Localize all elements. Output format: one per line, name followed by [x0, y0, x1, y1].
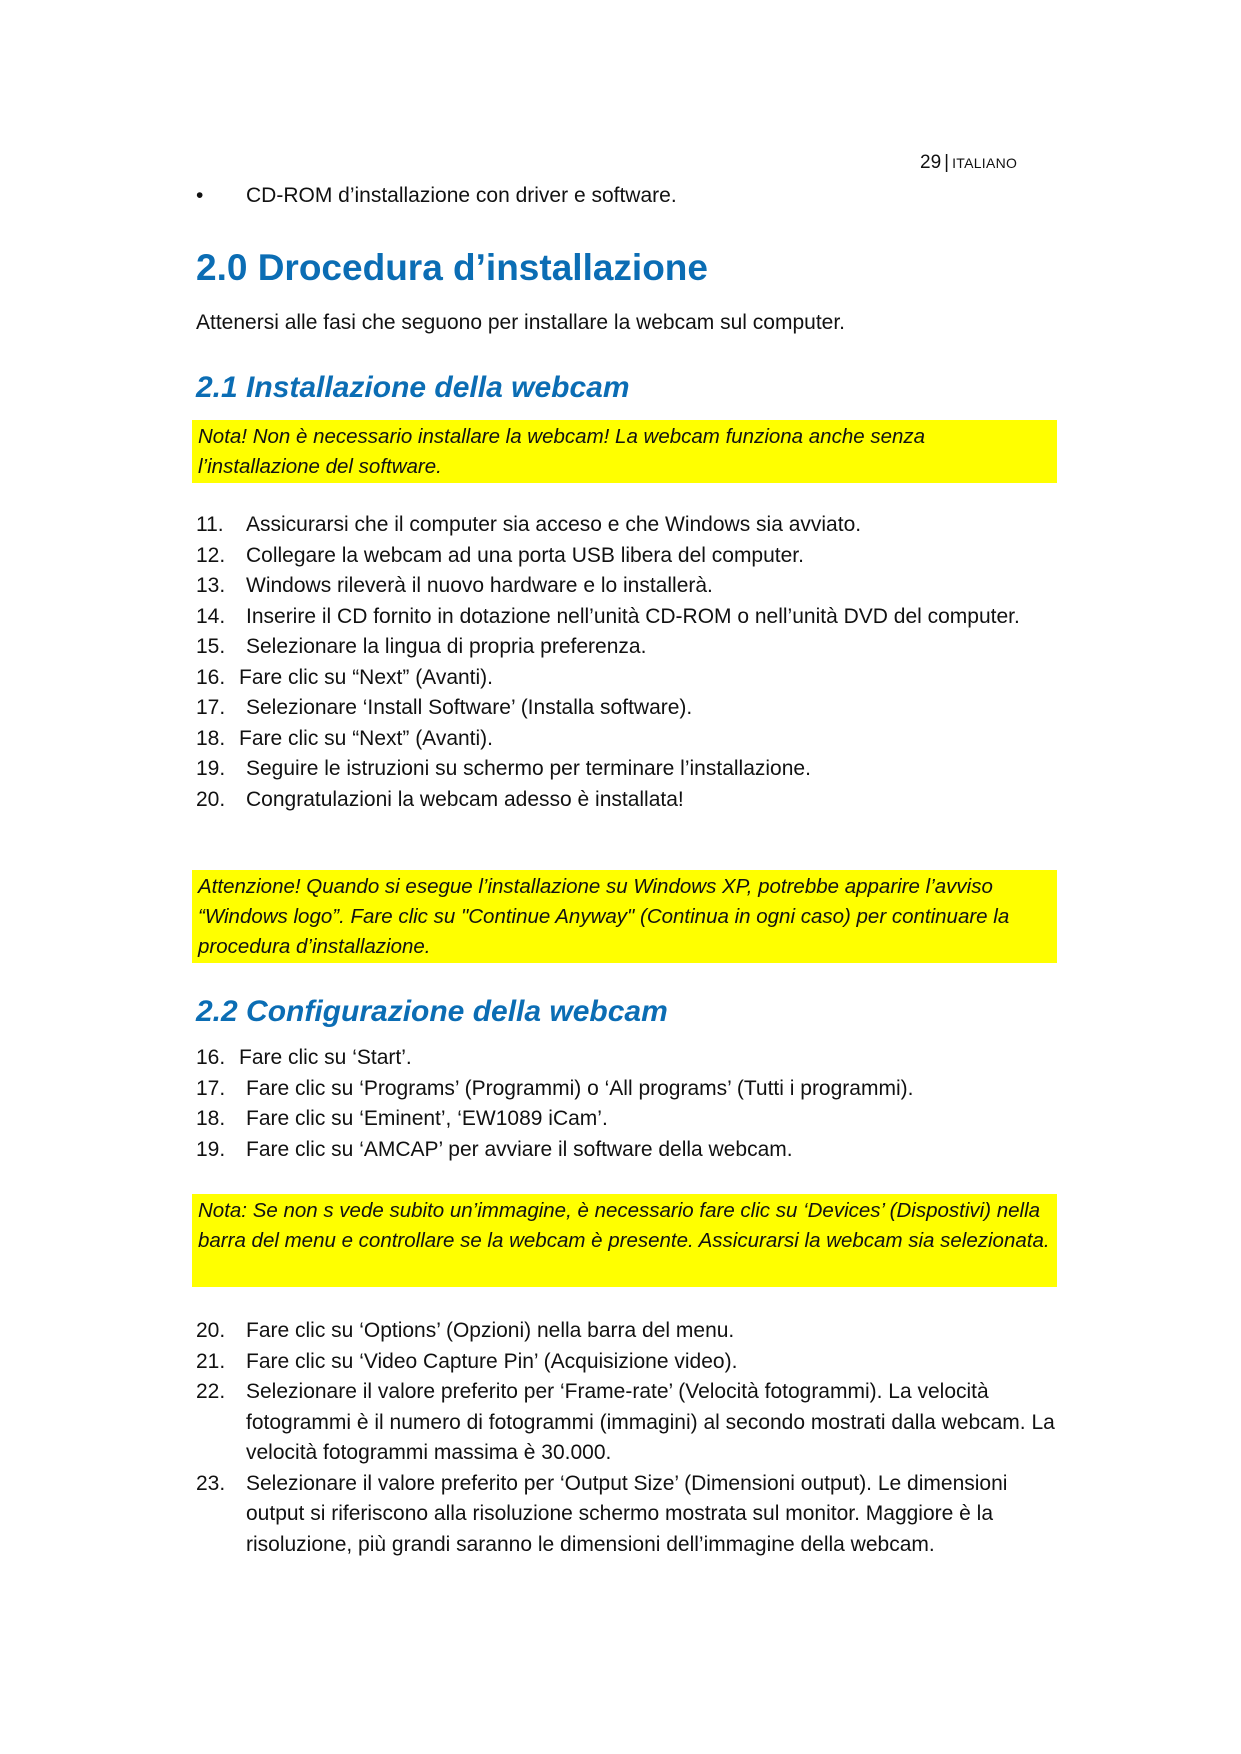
subsection-title-webcam-installation: 2.1 Installazione della webcam	[196, 371, 630, 404]
list-item	[196, 693, 1066, 724]
bullet-item	[196, 184, 677, 208]
step-number: 17.	[196, 1076, 226, 1100]
step-text: Inserire il CD fornito in dotazione nell’unità CD-ROM o nell’unità DVD del computer.	[246, 604, 1020, 628]
step-text: Selezionare il valore preferito per ‘Frame-rate’ (Velocità fotogrammi). La velocità fotogrammi è il numero di fotogrammi (immagini) al secondo mostrati dalla webcam. La velocità fotogrammi massima è 30.000.	[246, 1380, 1055, 1464]
step-number: 13.	[196, 574, 226, 597]
step-text: Fare clic su ‘Start’.	[239, 1046, 412, 1069]
page-number: 29	[920, 152, 942, 173]
step-text: Congratulazioni la webcam adesso è installata!	[246, 787, 684, 811]
step-number: 20.	[196, 787, 226, 811]
step-number: 15.	[196, 635, 226, 658]
step-text: Fare clic su ‘Programs’ (Programmi) o ‘All programs’ (Tutti i programmi).	[246, 1076, 914, 1100]
step-text: Fare clic su ‘Eminent’, ‘EW1089 iCam’.	[246, 1107, 608, 1130]
list-item	[196, 663, 1066, 694]
step-number: 17.	[196, 696, 226, 719]
step-number: 12.	[196, 543, 226, 567]
list-item	[196, 1347, 1066, 1378]
highlight-warning-windows-xp: Attenzione! Quando si esegue l’installazione su Windows XP, potrebbe apparire l’avviso “Windows logo”. Fare clic su "Continue Anyway" (Continua in ogni caso) per continuare la procedura d’installazione.	[192, 870, 1057, 963]
step-number: 18.	[196, 726, 226, 750]
subsection-title-webcam-configuration: 2.2 Configurazione della webcam	[196, 995, 668, 1028]
header-language: ITALIANO	[952, 155, 1018, 171]
section-intro: Attenersi alle fasi che seguono per installare la webcam sul computer.	[196, 311, 846, 334]
list-item	[196, 1316, 1066, 1347]
list-item	[196, 1469, 1066, 1561]
highlight-note-devices: Nota: Se non s vede subito un’immagine, è necessario fare clic su ‘Devices’ (Dispostivi) nella barra del menu e controllare se la webcam è presente. Assicurarsi la webcam sia selezionata.	[192, 1194, 1057, 1287]
step-text: Assicurarsi che il computer sia acceso e che Windows sia avviato.	[246, 513, 862, 536]
step-text: Windows rileverà il nuovo hardware e lo installerà.	[246, 574, 713, 597]
step-text: Selezionare la lingua di propria preferenza.	[246, 635, 647, 658]
bullet-marker: •	[196, 184, 204, 207]
step-text: Fare clic su ‘Video Capture Pin’ (Acquisizione video).	[246, 1349, 738, 1373]
bullet-text: CD-ROM d’installazione con driver e software.	[246, 184, 677, 207]
step-text: Selezionare il valore preferito per ‘Output Size’ (Dimensioni output). Le dimensioni output si riferiscono alla risoluzione schermo mostrata sul monitor. Maggiore è la risoluzione, più grandi saranno le dimensioni dell’immagine della webcam.	[246, 1471, 1008, 1556]
configuration-steps-list-continued	[196, 1316, 1066, 1560]
step-text: Fare clic su ‘Options’ (Opzioni) nella barra del menu.	[246, 1319, 735, 1342]
step-number: 19.	[196, 757, 226, 780]
step-text: Selezionare ‘Install Software’ (Installa software).	[246, 696, 693, 719]
highlight-note-install: Nota! Non è necessario installare la webcam! La webcam funziona anche senza l’installazione del software.	[192, 420, 1057, 483]
step-text: Fare clic su ‘AMCAP’ per avviare il software della webcam.	[246, 1137, 793, 1161]
list-item	[196, 571, 1066, 602]
step-number: 22.	[196, 1380, 226, 1403]
list-item	[196, 785, 1066, 816]
step-number: 20.	[196, 1319, 226, 1342]
step-number: 14.	[196, 604, 226, 628]
list-item	[196, 1135, 1066, 1166]
install-steps-list	[196, 510, 1066, 815]
step-number: 11.	[196, 513, 224, 536]
step-number: 16.	[196, 665, 226, 689]
step-number: 16.	[196, 1046, 226, 1069]
list-item	[196, 724, 1066, 755]
step-text: Fare clic su “Next” (Avanti).	[239, 665, 493, 689]
step-number: 18.	[196, 1107, 226, 1130]
step-text: Fare clic su “Next” (Avanti).	[239, 726, 493, 750]
header-separator: |	[944, 152, 950, 173]
list-item	[196, 632, 1066, 663]
step-text: Collegare la webcam ad una porta USB libera del computer.	[246, 543, 804, 567]
section-title-installation-procedure: 2.0 Drocedura d’installazione	[196, 247, 708, 288]
list-item	[196, 1074, 1066, 1105]
step-number: 23.	[196, 1471, 226, 1495]
list-item	[196, 1043, 1066, 1074]
list-item	[196, 510, 1066, 541]
list-item	[196, 1377, 1066, 1469]
step-text: Seguire le istruzioni su schermo per terminare l’installazione.	[246, 757, 811, 780]
list-item	[196, 541, 1066, 572]
step-number: 21.	[196, 1349, 226, 1373]
list-item	[196, 602, 1066, 633]
list-item	[196, 754, 1066, 785]
page-header	[920, 152, 1017, 174]
list-item	[196, 1104, 1066, 1135]
step-number: 19.	[196, 1137, 226, 1161]
configuration-steps-list	[196, 1043, 1066, 1165]
